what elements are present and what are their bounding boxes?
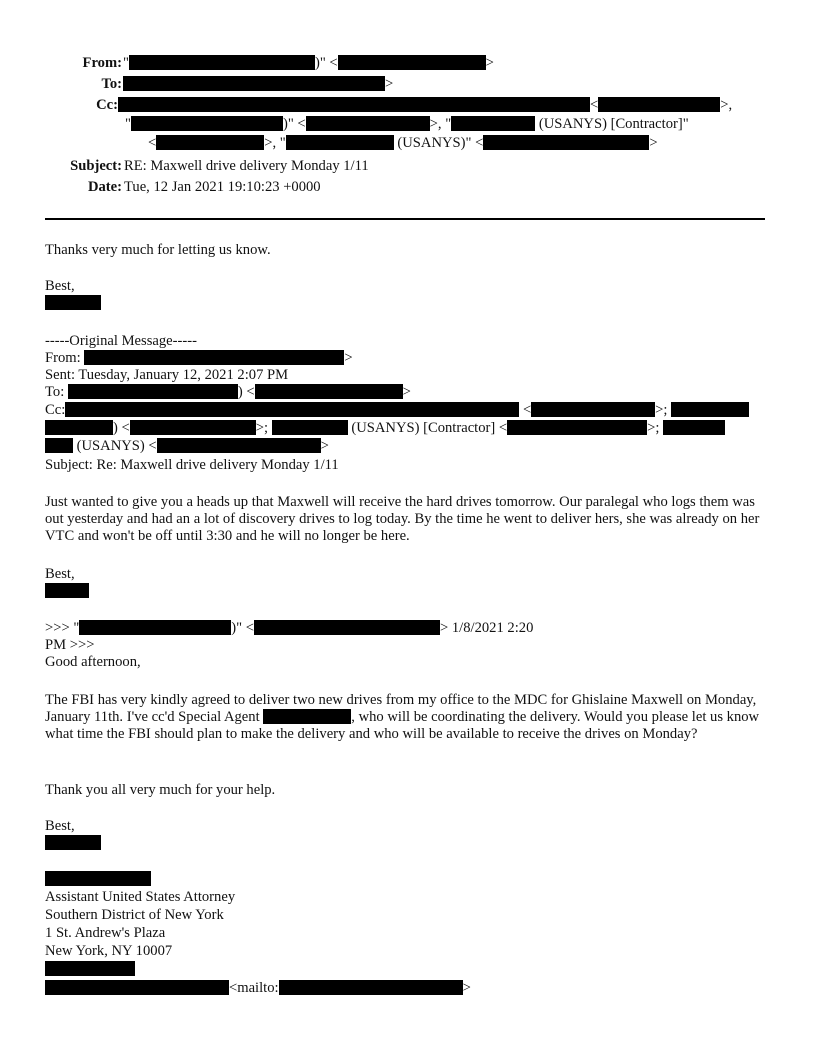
redaction: [157, 438, 321, 453]
redaction: [130, 420, 256, 435]
quoted-thanks: Thank you all very much for your help.: [45, 782, 276, 798]
quoted-signoff: Best,: [45, 818, 75, 834]
redaction: [68, 384, 238, 399]
original-body: Just wanted to give you a heads up that Maxwell will receive the hard drives tomorrow. Our paralegal who logs them was out yesterday and had an a lot of discovery drives to log today. By the time he went to deliver hers, she was already on her VTC and won't be off until 3:30 and he will no longer be here.: [45, 494, 760, 544]
original-cc-line-1: Cc: < >;: [45, 402, 749, 419]
redaction: [338, 55, 486, 70]
original-to: To: ) < >: [45, 384, 411, 400]
cc-value-line-2: " )" < >, " (USANYS) [Contractor]": [125, 116, 689, 132]
redaction: [45, 438, 73, 453]
redaction: [254, 620, 440, 635]
redaction: [65, 402, 519, 417]
redaction: [79, 620, 231, 635]
redaction: [84, 350, 344, 365]
original-message-header: -----Original Message-----: [45, 333, 197, 349]
redaction: [507, 420, 647, 435]
reply-body: Thanks very much for letting us know.: [45, 242, 271, 258]
redaction: [279, 980, 463, 995]
signature-address-1: 1 St. Andrew's Plaza: [45, 925, 166, 941]
cc-value-line-1: < >,: [118, 97, 732, 114]
signature-office: Southern District of New York: [45, 907, 224, 923]
reply-signoff: Best,: [45, 278, 75, 294]
redaction: [45, 980, 229, 995]
subject-value: RE: Maxwell drive delivery Monday 1/11: [124, 158, 369, 174]
redaction: [45, 871, 151, 886]
quoted-greeting: Good afternoon,: [45, 654, 141, 670]
redaction: [272, 420, 348, 435]
signature-name-redacted: [45, 871, 151, 888]
redaction: [286, 135, 394, 150]
original-cc-line-2: ) < >; (USANYS) [Contractor] < >;: [45, 420, 725, 437]
signature-phone-redacted: [45, 961, 135, 978]
subject-label: Subject:: [70, 158, 122, 174]
redaction: [129, 55, 315, 70]
redaction: [671, 402, 749, 417]
redaction: [483, 135, 649, 150]
cc-label: Cc:: [96, 97, 118, 113]
quoted-body: The FBI has very kindly agreed to deliver two new drives from my office to the MDC for Ghislaine Maxwell on Monday, January 11th. I've cc'd Special Agent , who will be coordinating the delivery. Would you please let us know what time the FBI should plan to make the delivery and who will be available to receive the drives on Monday?: [45, 692, 760, 742]
date-label: Date:: [87, 179, 122, 195]
redaction: [531, 402, 655, 417]
original-cc-line-3: (USANYS) < >: [45, 438, 329, 455]
from-label: From:: [82, 55, 122, 71]
redaction: [45, 835, 101, 850]
quoted-header-line-1: >>> " )" < > 1/8/2021 2:20: [45, 620, 534, 636]
cc-value-line-3: < >, " (USANYS)" < >: [148, 135, 658, 151]
redaction: [156, 135, 264, 150]
redaction: [598, 97, 720, 112]
redaction: [451, 116, 535, 131]
signature-address-2: New York, NY 10007: [45, 943, 173, 959]
redaction: [118, 97, 590, 112]
quoted-signature-redacted: [45, 835, 101, 852]
original-sent: Sent: Tuesday, January 12, 2021 2:07 PM: [45, 367, 289, 383]
reply-signature-redacted: [45, 295, 101, 312]
redaction: [45, 961, 135, 976]
redaction: [131, 116, 283, 131]
redaction: [263, 709, 351, 724]
original-signature-redacted: [45, 583, 89, 600]
signature-title: Assistant United States Attorney: [45, 889, 236, 905]
original-from: From: >: [45, 350, 353, 366]
redaction: [306, 116, 430, 131]
redaction: [123, 76, 385, 91]
header-divider: [45, 218, 765, 220]
redaction: [255, 384, 403, 399]
from-value: " )" < >: [123, 55, 494, 71]
redaction: [663, 420, 725, 435]
to-label: To:: [101, 76, 122, 92]
signature-email: <mailto: >: [45, 980, 471, 997]
quoted-header-line-2: PM >>>: [45, 637, 95, 653]
redaction: [45, 420, 113, 435]
original-signoff: Best,: [45, 566, 75, 582]
redaction: [45, 583, 89, 598]
date-value: Tue, 12 Jan 2021 19:10:23 +0000: [124, 179, 321, 195]
to-value: >: [123, 76, 393, 93]
original-subject: Subject: Re: Maxwell drive delivery Monday 1/11: [45, 457, 339, 473]
redaction: [45, 295, 101, 310]
